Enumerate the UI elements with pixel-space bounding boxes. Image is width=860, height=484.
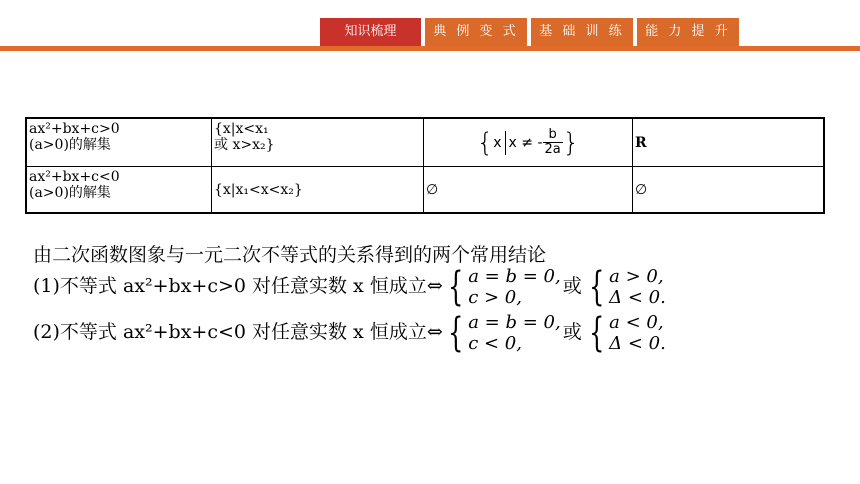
equation-system: { a < 0, Δ < 0. (588, 310, 666, 356)
table-row (26, 118, 824, 167)
equation-system: { a = b = 0, c > 0, (447, 264, 561, 310)
inequality-label: ax²+bx+c>0 (29, 121, 120, 137)
empty-set-symbol: ∅ (426, 181, 439, 198)
table-cell (633, 118, 825, 167)
tab-basic-training[interactable]: 基 础 训 练 (531, 18, 633, 46)
table-cell (633, 167, 825, 214)
section-tabs (320, 18, 743, 46)
table-cell (212, 118, 424, 167)
table-cell (26, 167, 212, 214)
header-rule (0, 46, 860, 51)
real-numbers-symbol: R (635, 134, 647, 151)
conclusion-2 (33, 312, 666, 354)
set-condition: x ≠ - (508, 134, 543, 151)
condition-label: (a>0)的解集 (29, 137, 111, 153)
table-cell (424, 167, 633, 214)
solution-set-formula: {x x ≠ - $\frac{b}{2a}$ } (476, 127, 580, 158)
solution-set: {x|x<x₁ (214, 121, 269, 137)
equation-system: { a > 0, Δ < 0. (588, 264, 666, 310)
or-label: 或 (562, 275, 582, 297)
conclusions-heading: 由二次函数图象与一元二次不等式的关系得到的两个常用结论 (33, 244, 547, 266)
tab-typical-examples[interactable]: 典 例 变 式 (425, 18, 527, 46)
table-cell (26, 118, 212, 167)
condition-label: (a>0)的解集 (29, 185, 111, 201)
conclusion-2-text: (2)不等式 ax²+bx+c<0 对任意实数 x 恒成立⇔ (33, 321, 443, 343)
tab-ability-improvement[interactable]: 能 力 提 升 (637, 18, 739, 46)
tab-knowledge-review[interactable]: 知识梳理 (320, 18, 421, 46)
fraction: $\frac{b}{2a}$ (544, 127, 561, 157)
table-row (26, 167, 824, 214)
solution-set: {x|x₁<x<x₂} (214, 181, 303, 198)
table-cell (212, 167, 424, 214)
equation-system: { a = b = 0, c < 0, (447, 310, 561, 356)
table-cell (424, 118, 633, 167)
empty-set-symbol: ∅ (635, 181, 648, 198)
conclusion-1 (33, 266, 666, 308)
or-label: 或 (562, 321, 582, 343)
inequality-label: ax²+bx+c<0 (29, 169, 120, 185)
conclusion-1-text: (1)不等式 ax²+bx+c>0 对任意实数 x 恒成立⇔ (33, 275, 443, 297)
set-var: x (493, 134, 502, 151)
solution-set-cont: 或 x>x₂} (214, 137, 275, 153)
solution-set-table (25, 117, 825, 214)
